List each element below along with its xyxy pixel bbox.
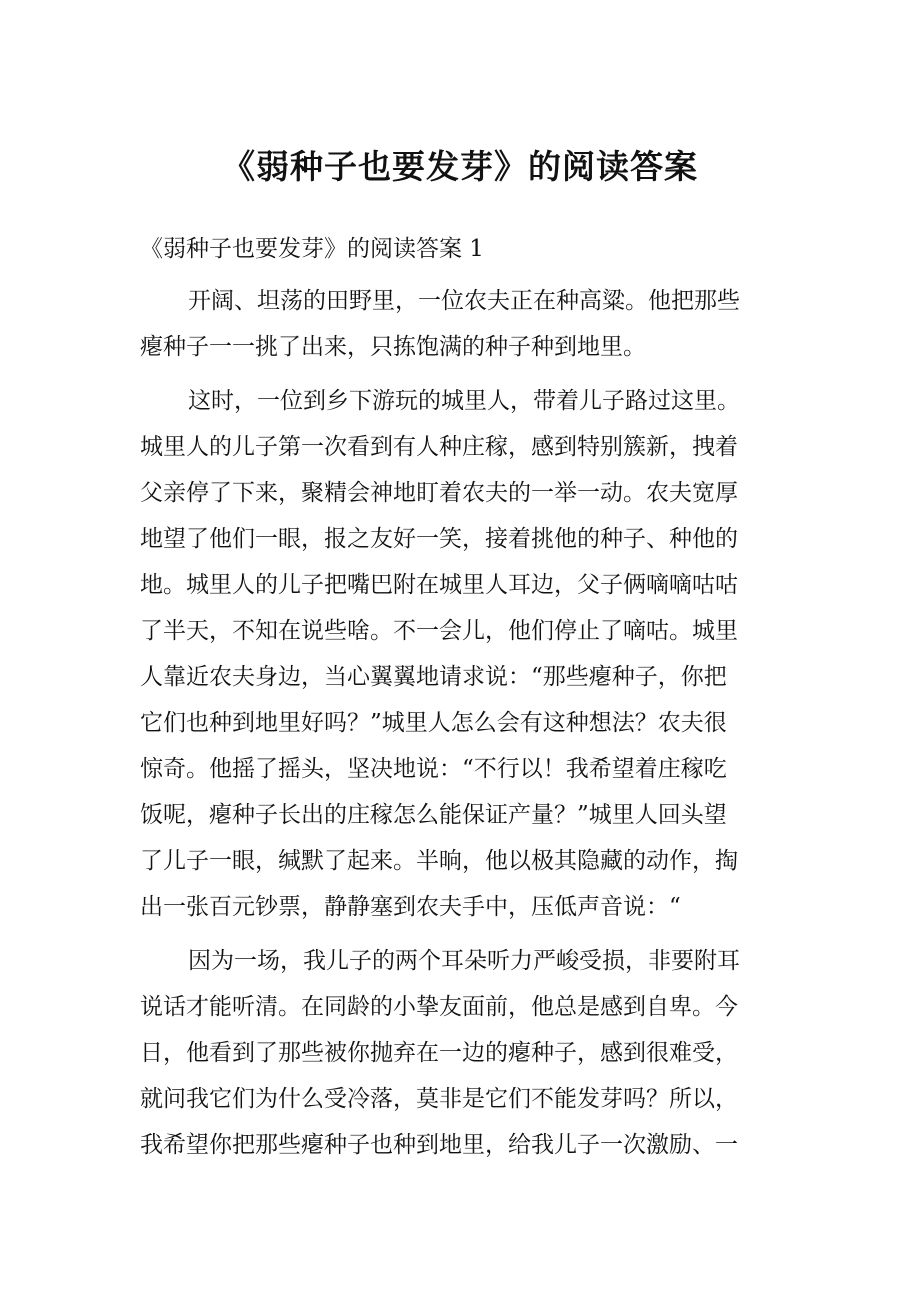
text-line: 饭呢，瘪种子长出的庄稼怎么能保证产量？”城里人回头望 [140,802,727,828]
text-line: 开阔、坦荡的田野里，一位农夫正在种高粱。他把那些 [188,288,740,314]
text-line: 了儿子一眼，缄默了起来。半晌，他以极其隐藏的动作，掏 [140,848,738,874]
paragraph-3 [140,938,796,1168]
text-line: 瘪种子一一挑了出来，只拣饱满的种子种到地里。 [140,334,646,360]
text-line: 这时，一位到乡下游玩的城里人，带着儿子路过这里。 [188,388,740,414]
text-line: 地。城里人的儿子把嘴巴附在城里人耳边，父子俩嘀嘀咕咕 [140,572,738,598]
text-line: 人靠近农夫身边，当心翼翼地请求说：“那些瘪种子，你把 [140,664,727,690]
section-subtitle: 《弱种子也要发芽》的阅读答案 1 [140,236,484,262]
paragraph-2 [140,378,796,930]
text-line: 城里人的儿子第一次看到有人种庄稼，感到特别簇新，拽着 [140,434,738,460]
text-line: 它们也种到地里好吗？”城里人怎么会有这种想法？农夫很 [140,710,727,736]
text-line: 地望了他们一眼，报之友好一笑，接着挑他的种子、种他的 [140,526,738,552]
document-body [140,226,796,1176]
text-line: 我希望你把那些瘪种子也种到地里，给我儿子一次激励、一 [140,1132,738,1158]
text-line: 因为一场，我儿子的两个耳朵听力严峻受损，非要附耳 [188,948,740,974]
document-title: 《弱种子也要发芽》的阅读答案 [222,147,698,186]
text-line: 说话才能听清。在同龄的小挚友面前，他总是感到自卑。今 [140,994,738,1020]
text-line: 父亲停了下来，聚精会神地盯着农夫的一举一动。农夫宽厚 [140,480,738,506]
text-line: 就问我它们为什么受冷落，莫非是它们不能发芽吗？所以， [140,1086,738,1112]
paragraph-1 [140,278,796,370]
text-line: 日，他看到了那些被你抛弃在一边的瘪种子，感到很难受， [140,1040,738,1066]
text-line: 了半天，不知在说些啥。不一会儿，他们停止了嘀咕。城里 [140,618,738,644]
text-line: 出一张百元钞票，静静塞到农夫手中，压低声音说：“ [140,894,681,920]
text-line: 惊奇。他摇了摇头，坚决地说：“不行以！我希望着庄稼吃 [140,756,727,782]
